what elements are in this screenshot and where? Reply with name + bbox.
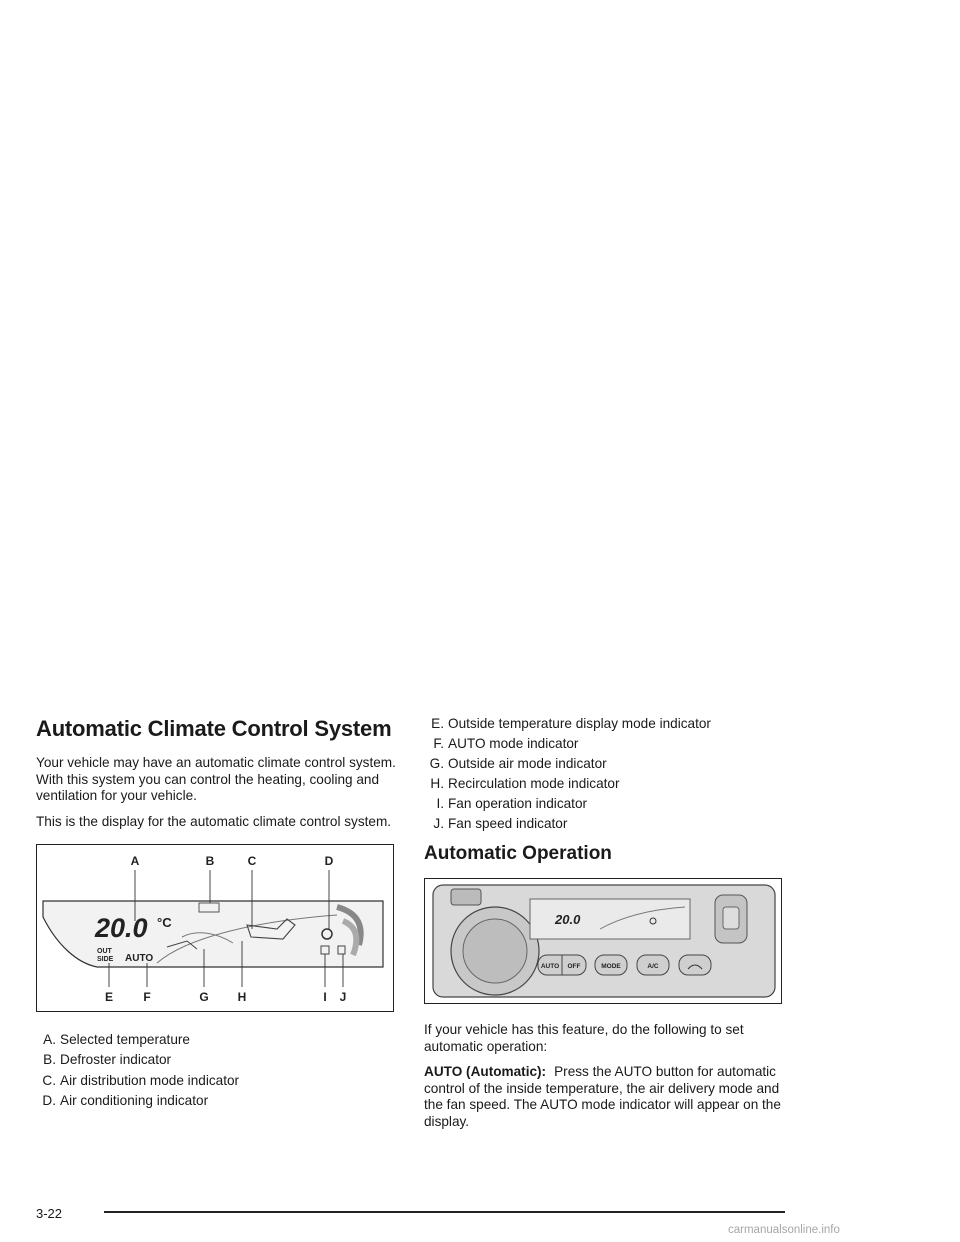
callout-i: I	[323, 990, 327, 1005]
section-title: Automatic Climate Control System	[36, 716, 392, 741]
legend-item	[424, 776, 784, 793]
legend-text: Recirculation mode indicator	[448, 776, 620, 792]
legend-list-left	[36, 1032, 396, 1109]
legend-letter: B.	[43, 1052, 56, 1068]
panel-mode-label: MODE	[601, 963, 621, 971]
callout-e: E	[104, 990, 114, 1005]
climate-display-diagram	[37, 845, 393, 1011]
legend-item	[36, 1073, 396, 1090]
display-unit: °C	[157, 915, 172, 931]
legend-text: AUTO mode indicator	[448, 736, 579, 752]
callout-g: G	[199, 990, 209, 1005]
legend-text: Selected temperature	[60, 1032, 190, 1048]
legend-letter: D.	[42, 1092, 56, 1108]
display-auto: AUTO	[125, 953, 154, 965]
auto-description-text: Press the AUTO button for automatic control of the inside temperature, the air delivery mode and the fan speed. The AUTO mode indicator will appear on the display.	[424, 1064, 781, 1130]
climate-display-figure	[36, 844, 394, 1012]
callout-b: B	[205, 854, 215, 869]
legend-letter: H.	[430, 776, 444, 792]
panel-ac-label: A/C	[647, 963, 659, 971]
legend-list-right	[424, 716, 784, 833]
legend-item	[36, 1052, 396, 1069]
legend-item	[36, 1032, 396, 1049]
callout-f: F	[143, 990, 151, 1005]
legend-text: Fan operation indicator	[448, 796, 588, 812]
legend-letter: I.	[436, 796, 444, 812]
callout-a: A	[130, 854, 140, 869]
panel-temperature: 20.0	[555, 912, 581, 928]
panel-off-label: OFF	[567, 963, 581, 971]
footer-divider	[104, 1211, 785, 1213]
legend-letter: A.	[43, 1032, 56, 1048]
legend-item	[424, 796, 784, 813]
panel-auto-label: AUTO	[540, 963, 560, 971]
watermark: carmanualsonline.info	[728, 1224, 840, 1236]
auto-operation-intro: If your vehicle has this feature, do the following to set automatic operation:	[424, 1022, 744, 1054]
display-caption: This is the display for the automatic climate control system.	[36, 813, 392, 829]
legend-item	[424, 716, 784, 733]
auto-operation-heading: Automatic Operation	[424, 843, 612, 865]
control-panel-figure	[424, 878, 782, 1004]
display-outside-bottom: SIDE	[97, 956, 114, 964]
intro-paragraph: Your vehicle may have an automatic climate control system. With this system you can control the heating, cooling and ventilation for your vehicle.	[36, 755, 396, 804]
legend-item	[424, 736, 784, 753]
callout-d: D	[324, 854, 334, 869]
legend-letter: G.	[429, 756, 444, 772]
auto-term: AUTO (Automatic):	[424, 1064, 547, 1080]
page-number: 3-22	[36, 1206, 63, 1221]
legend-text: Air distribution mode indicator	[60, 1072, 240, 1088]
left-column	[36, 716, 396, 1113]
display-temperature: 20.0	[95, 913, 148, 944]
legend-letter: J.	[433, 816, 444, 832]
legend-text: Defroster indicator	[60, 1052, 172, 1068]
legend-item	[424, 816, 784, 833]
right-column	[424, 716, 784, 1140]
legend-letter: E.	[431, 716, 444, 731]
callout-h: H	[237, 990, 247, 1005]
legend-text: Outside temperature display mode indicator	[448, 716, 711, 731]
legend-text: Air conditioning indicator	[60, 1092, 209, 1108]
legend-letter: F.	[433, 736, 444, 752]
control-panel-diagram	[425, 879, 781, 1003]
display-outside-top: OUT	[97, 948, 112, 956]
callout-c: C	[247, 854, 257, 869]
legend-text: Fan speed indicator	[448, 816, 568, 832]
legend-text: Outside air mode indicator	[448, 756, 607, 772]
callout-j: J	[339, 990, 347, 1005]
auto-description	[424, 1064, 784, 1130]
legend-item	[424, 756, 784, 773]
legend-item	[36, 1093, 396, 1110]
legend-letter: C.	[42, 1072, 56, 1088]
